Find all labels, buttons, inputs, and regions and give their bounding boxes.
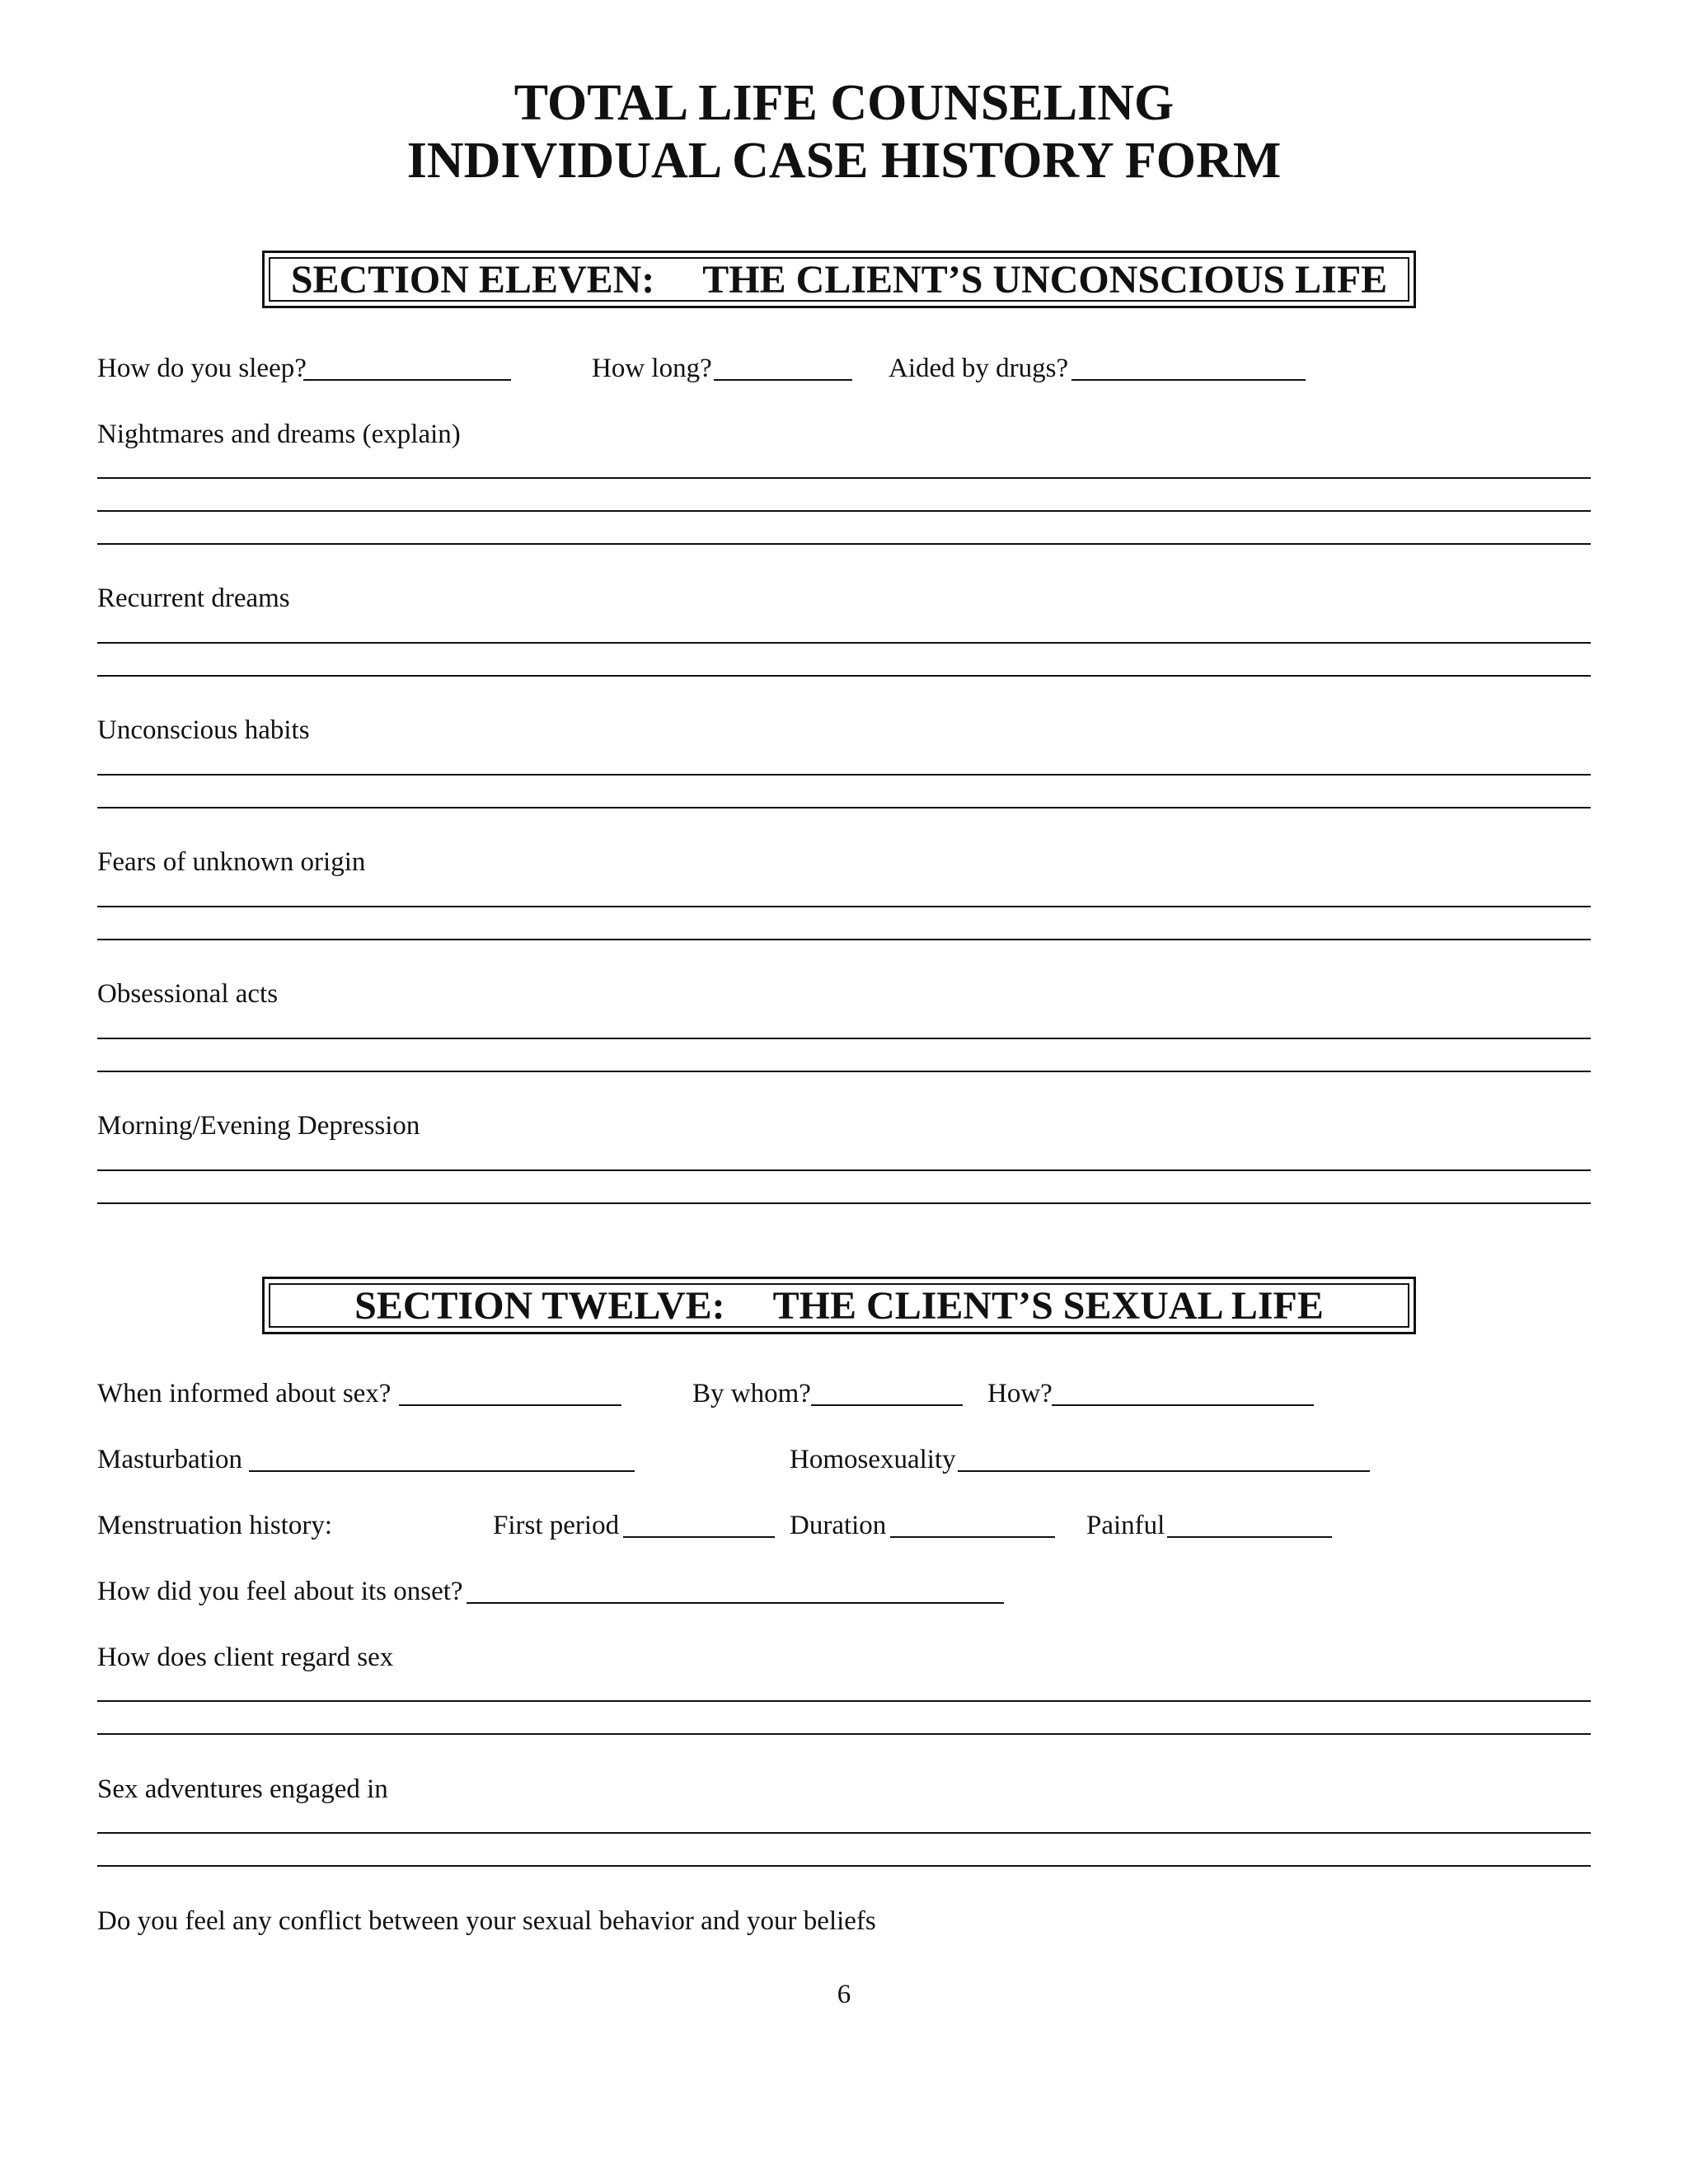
page-number: 6 [837,1980,851,2009]
form-title-line2: INDIVIDUAL CASE HISTORY FORM [406,133,1282,189]
masturbation-field[interactable] [249,1470,635,1472]
obsessional-acts-label: Obsessional acts [97,979,279,1009]
menstruation-history-label: Menstruation history: [97,1511,333,1540]
form-title-line1: TOTAL LIFE COUNSELING [513,75,1175,131]
section-eleven-number: SECTION ELEVEN: [290,257,655,302]
duration-label: Duration [790,1511,887,1540]
conflict-label: Do you feel any conflict between your sexual behavior and your beliefs [97,1906,876,1936]
how-field[interactable] [1052,1404,1314,1406]
how-long-field[interactable] [714,379,852,381]
section-twelve-title: THE CLIENT’S SEXUAL LIFE [772,1283,1324,1328]
section-eleven-heading [262,251,1416,308]
when-informed-label: When informed about sex? [97,1379,392,1408]
how-sleep-label: How do you sleep? [97,354,307,383]
section-eleven-title: THE CLIENT’S UNCONSCIOUS LIFE [702,257,1388,302]
homosexuality-field[interactable] [958,1470,1370,1472]
regard-sex-line-2[interactable] [97,1733,1591,1735]
regard-sex-label: How does client regard sex [97,1643,394,1672]
unconscious-habits-line-2[interactable] [97,807,1591,808]
nightmares-line-2[interactable] [97,510,1591,512]
painful-field[interactable] [1167,1536,1332,1538]
section-twelve-heading [262,1277,1416,1334]
unconscious-habits-label: Unconscious habits [97,715,310,745]
recurrent-dreams-label: Recurrent dreams [97,583,290,613]
depression-line-1[interactable] [97,1169,1591,1171]
nightmares-line-1[interactable] [97,477,1591,479]
onset-feel-field[interactable] [467,1602,1004,1604]
nightmares-label: Nightmares and dreams (explain) [97,419,461,449]
first-period-field[interactable] [623,1536,775,1538]
unconscious-habits-line-1[interactable] [97,774,1591,776]
depression-label: Morning/Evening Depression [97,1111,420,1141]
adventures-label: Sex adventures engaged in [97,1774,388,1804]
fears-label: Fears of unknown origin [97,847,366,877]
nightmares-line-3[interactable] [97,543,1591,545]
fears-line-2[interactable] [97,939,1591,940]
how-sleep-field[interactable] [303,379,511,381]
fears-line-1[interactable] [97,906,1591,907]
recurrent-dreams-line-2[interactable] [97,675,1591,677]
painful-label: Painful [1086,1511,1165,1540]
obsessional-acts-line-1[interactable] [97,1038,1591,1039]
homosexuality-label: Homosexuality [790,1445,956,1474]
onset-feel-label: How did you feel about its onset? [97,1577,463,1606]
masturbation-label: Masturbation [97,1445,242,1474]
depression-line-2[interactable] [97,1202,1591,1204]
regard-sex-line-1[interactable] [97,1700,1591,1702]
obsessional-acts-line-2[interactable] [97,1071,1591,1072]
how-label: How? [987,1379,1053,1408]
adventures-line-2[interactable] [97,1865,1591,1867]
duration-field[interactable] [890,1536,1055,1538]
by-whom-label: By whom? [692,1379,811,1408]
aided-by-drugs-field[interactable] [1071,379,1306,381]
recurrent-dreams-line-1[interactable] [97,642,1591,644]
by-whom-field[interactable] [811,1404,963,1406]
aided-by-drugs-label: Aided by drugs? [889,354,1069,383]
first-period-label: First period [493,1511,620,1540]
how-long-label: How long? [592,354,712,383]
when-informed-field[interactable] [399,1404,621,1406]
section-twelve-number: SECTION TWELVE: [354,1283,725,1328]
adventures-line-1[interactable] [97,1832,1591,1834]
